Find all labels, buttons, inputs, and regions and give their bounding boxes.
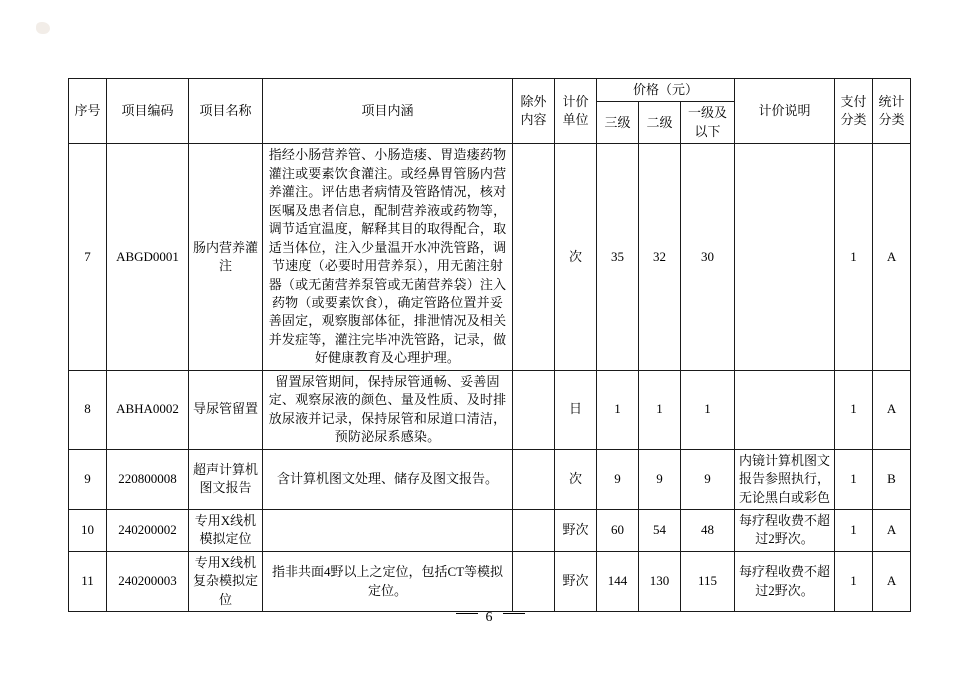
footer-dash-left xyxy=(456,613,478,614)
cell-pay-class: 1 xyxy=(835,449,873,509)
cell-exclude xyxy=(513,449,555,509)
cell-note: 内镜计算机图文报告参照执行，无论黑白或彩色 xyxy=(735,449,835,509)
cell-seq: 9 xyxy=(69,449,107,509)
cell-content: 指经小肠营养管、小肠造瘘、胃造瘘药物灌注或要素饮食灌注。或经鼻胃管肠内营养灌注。评估患者病情及管路情况，核对医嘱及患者信息，配制营养液或药物等，调节适宜温度，解释其目的取得配合，取适当体位，注入少量温开水冲洗管路，调节速度（必要时用营养泵），用无菌注射器（或无菌营养泵管或无菌营养袋）注入药物（或要素饮食），确定管路位置并妥善固定，观察腹部体征，排泄情况及相关并发症等，灌注完毕冲洗管路，记录，做好健康教育及心理护理。 xyxy=(263,144,513,370)
cell-code: 220800008 xyxy=(107,449,189,509)
cell-exclude xyxy=(513,509,555,551)
header-note: 计价说明 xyxy=(735,79,835,144)
cell-exclude xyxy=(513,370,555,449)
cell-content: 指非共面4野以上之定位，包括CT等模拟定位。 xyxy=(263,551,513,611)
cell-name: 专用X线机复杂模拟定位 xyxy=(189,551,263,611)
cell-note xyxy=(735,370,835,449)
table-row xyxy=(69,370,911,449)
cell-name: 导尿管留置 xyxy=(189,370,263,449)
cell-unit: 次 xyxy=(555,144,597,370)
page-footer xyxy=(0,610,980,626)
cell-price-level2: 9 xyxy=(639,449,681,509)
cell-code: ABGD0001 xyxy=(107,144,189,370)
header-pay-class: 支付 分类 xyxy=(835,79,873,144)
cell-pay-class: 1 xyxy=(835,551,873,611)
table-row xyxy=(69,551,911,611)
cell-price-level1: 1 xyxy=(681,370,735,449)
cell-code: 240200003 xyxy=(107,551,189,611)
table-row xyxy=(69,449,911,509)
cell-price-level1: 9 xyxy=(681,449,735,509)
cell-code: ABHA0002 xyxy=(107,370,189,449)
header-price-level3: 三级 xyxy=(597,102,639,144)
header-unit: 计价 单位 xyxy=(555,79,597,144)
cell-price-level1: 30 xyxy=(681,144,735,370)
cell-seq: 8 xyxy=(69,370,107,449)
cell-code: 240200002 xyxy=(107,509,189,551)
cell-stat-class: A xyxy=(873,551,911,611)
cell-unit: 次 xyxy=(555,449,597,509)
cell-price-level3: 144 xyxy=(597,551,639,611)
header-code: 项目编码 xyxy=(107,79,189,144)
header-price-level1: 一级及 以下 xyxy=(681,102,735,144)
table-header-row-1 xyxy=(69,79,911,102)
cell-price-level2: 32 xyxy=(639,144,681,370)
table-body xyxy=(69,144,911,612)
cell-price-level2: 1 xyxy=(639,370,681,449)
header-content: 项目内涵 xyxy=(263,79,513,144)
cell-unit: 野次 xyxy=(555,551,597,611)
cell-price-level3: 9 xyxy=(597,449,639,509)
cell-price-level3: 1 xyxy=(597,370,639,449)
cell-price-level1: 48 xyxy=(681,509,735,551)
paper-smudge xyxy=(36,22,50,34)
header-name: 项目名称 xyxy=(189,79,263,144)
cell-seq: 7 xyxy=(69,144,107,370)
cell-unit: 野次 xyxy=(555,509,597,551)
cell-stat-class: A xyxy=(873,370,911,449)
cell-name: 专用X线机模拟定位 xyxy=(189,509,263,551)
cell-name: 肠内营养灌注 xyxy=(189,144,263,370)
cell-name: 超声计算机图文报告 xyxy=(189,449,263,509)
cell-exclude xyxy=(513,551,555,611)
table-header xyxy=(69,79,911,144)
cell-price-level3: 35 xyxy=(597,144,639,370)
footer-dash-right xyxy=(503,613,525,614)
cell-pay-class: 1 xyxy=(835,144,873,370)
cell-content xyxy=(263,509,513,551)
header-price-level2: 二级 xyxy=(639,102,681,144)
cell-price-level2: 130 xyxy=(639,551,681,611)
cell-exclude xyxy=(513,144,555,370)
page-number: 6 xyxy=(485,610,495,625)
cell-pay-class: 1 xyxy=(835,370,873,449)
price-table-container xyxy=(68,78,910,612)
cell-stat-class: A xyxy=(873,144,911,370)
header-exclude: 除外 内容 xyxy=(513,79,555,144)
cell-pay-class: 1 xyxy=(835,509,873,551)
cell-price-level1: 115 xyxy=(681,551,735,611)
table-row xyxy=(69,144,911,370)
table-row xyxy=(69,509,911,551)
cell-content: 含计算机图文处理、储存及图文报告。 xyxy=(263,449,513,509)
header-seq: 序号 xyxy=(69,79,107,144)
cell-stat-class: B xyxy=(873,449,911,509)
cell-note: 每疗程收费不超过2野次。 xyxy=(735,509,835,551)
cell-note xyxy=(735,144,835,370)
header-stat-class: 统计 分类 xyxy=(873,79,911,144)
cell-note: 每疗程收费不超过2野次。 xyxy=(735,551,835,611)
medical-service-price-table xyxy=(68,78,911,612)
cell-unit: 日 xyxy=(555,370,597,449)
cell-content: 留置尿管期间，保持尿管通畅、妥善固定、观察尿液的颜色、量及性质、及时排放尿液并记录，保持尿管和尿道口清洁，预防泌尿系感染。 xyxy=(263,370,513,449)
cell-price-level3: 60 xyxy=(597,509,639,551)
cell-price-level2: 54 xyxy=(639,509,681,551)
cell-seq: 10 xyxy=(69,509,107,551)
cell-stat-class: A xyxy=(873,509,911,551)
header-price-group: 价格（元） xyxy=(597,79,735,102)
cell-seq: 11 xyxy=(69,551,107,611)
